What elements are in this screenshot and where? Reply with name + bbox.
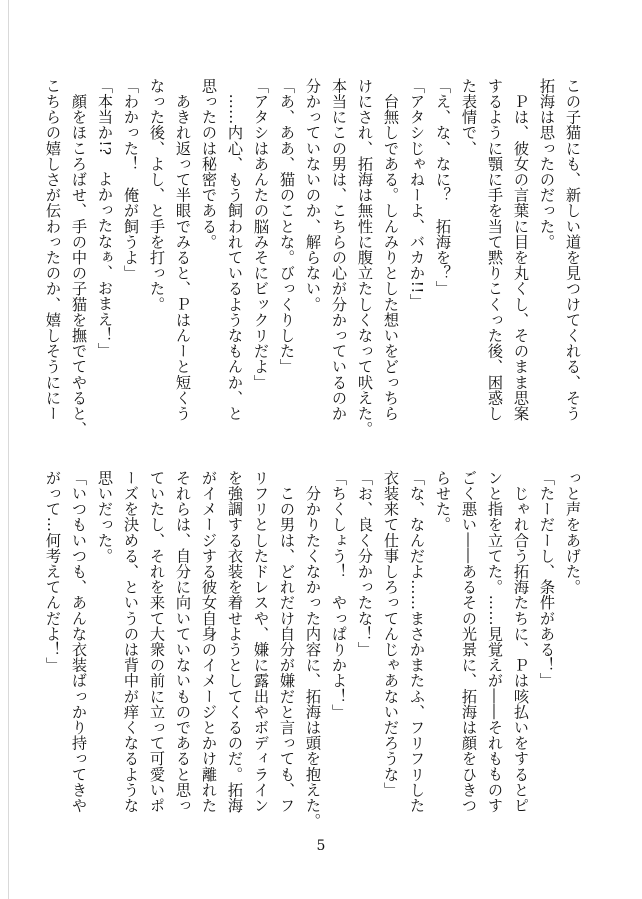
text-column: 「いつもいつも、あんな衣装ばっかり持ってきや [70, 470, 88, 814]
text-column: この子猫にも、新しい道を見つけてくれる、そう [564, 78, 582, 422]
text-column: 「な、なんだよ……まさかまたふ、フリフリした [408, 470, 426, 814]
text-column: 「本当か!? よかったなぁ、おまえ！」 [96, 78, 114, 359]
text-column: ごく悪い――あるその光景に、拓海は顔をひきつ [460, 470, 478, 814]
text-column: 衣装来て仕事しろってんじゃあないだろうな」 [382, 470, 400, 798]
text-column: 分かっていないのか、解らない。 [304, 78, 322, 312]
text-column: を強調する衣装を着せようとしてくるのだ。拓海 [226, 470, 244, 814]
text-column: あきれ返って半眼でみると、Ｐはんーと短くう [174, 78, 192, 422]
text-column: がイメージする彼女自身のイメージとかけ離れた [200, 470, 218, 814]
text-column: がって…何考えてんだよ！」 [44, 470, 62, 673]
page-edge-line [8, 0, 9, 899]
text-column: っと声をあげた。 [564, 470, 582, 595]
text-column: らせた。 [434, 470, 452, 533]
text-column: た表情で、 [460, 78, 478, 156]
text-column: リフリとしたドレスや、嫌に露出やボディライン [252, 470, 270, 814]
text-column: 本当にこの男は、こちらの心が分かっているのか [330, 78, 348, 422]
text-column: Ｐは、彼女の言葉に目を丸くし、そのまま思案 [512, 78, 530, 422]
text-column: 思いだった。 [96, 470, 114, 564]
text-column: じゃれ合う拓海たちに、Ｐは咳払いをするとピ [512, 470, 530, 814]
text-column: 拓海は思ったのだった。 [538, 78, 556, 250]
text-column: 「わかった！ 俺が飼うよ」 [122, 78, 140, 281]
text-column: ……内心、もう飼われているようなもんか、と [226, 78, 244, 422]
page-number: 5 [316, 838, 326, 854]
text-column: 思ったのは秘密である。 [200, 78, 218, 250]
text-column: 「アタシはあんたの脳みそにビックリだよ」 [252, 78, 270, 390]
text-column: するように顎に手を当て黙りこくった後、困惑し [486, 78, 504, 422]
text-column: それらは、自分に向いていないものであると思っ [174, 470, 192, 814]
text-column: 顔をほころばせ、手の中の子猫を撫でてやると、 [70, 78, 88, 437]
text-column: 「アタシじゃねーよ、バカか!!」 [408, 78, 426, 310]
text-column: 「ちくしょう！ やっぱりかよ！」 [330, 470, 348, 720]
text-column: なった後、よし、と手を打った。 [148, 78, 166, 312]
text-column: 「え、な、なに？ 拓海を？」 [434, 78, 452, 297]
text-column: けにされ、拓海は無性に腹立たしくなって吠えた。 [356, 78, 374, 437]
text-column: ンと指を立てた。……見覚えが――それもものす [486, 470, 504, 814]
text-column: 「たーだーし、条件がある！」 [538, 470, 556, 689]
text-column: こちらの嬉しさが伝わったのか、嬉しそうににー [44, 78, 62, 422]
text-column: ーズを決める、というのは背中が痒くなるような [122, 470, 140, 814]
text-column: ていたし、それを来て大衆の前に立って可愛いポ [148, 470, 166, 814]
text-column: 「お、良く分かったな！」 [356, 470, 374, 658]
text-block-bottom [40, 470, 586, 842]
text-block-top [40, 78, 586, 450]
text-column: 台無しである。しんみりとした想いをどっちら [382, 78, 400, 422]
text-column: この男は、どれだけ自分が嫌だと言っても、フ [278, 470, 296, 814]
text-column: 分かりたくなかった内容に、拓海は頭を抱えた。 [304, 470, 322, 829]
text-column: 「あ、ああ、猫のことな。びっくりした」 [278, 78, 296, 375]
